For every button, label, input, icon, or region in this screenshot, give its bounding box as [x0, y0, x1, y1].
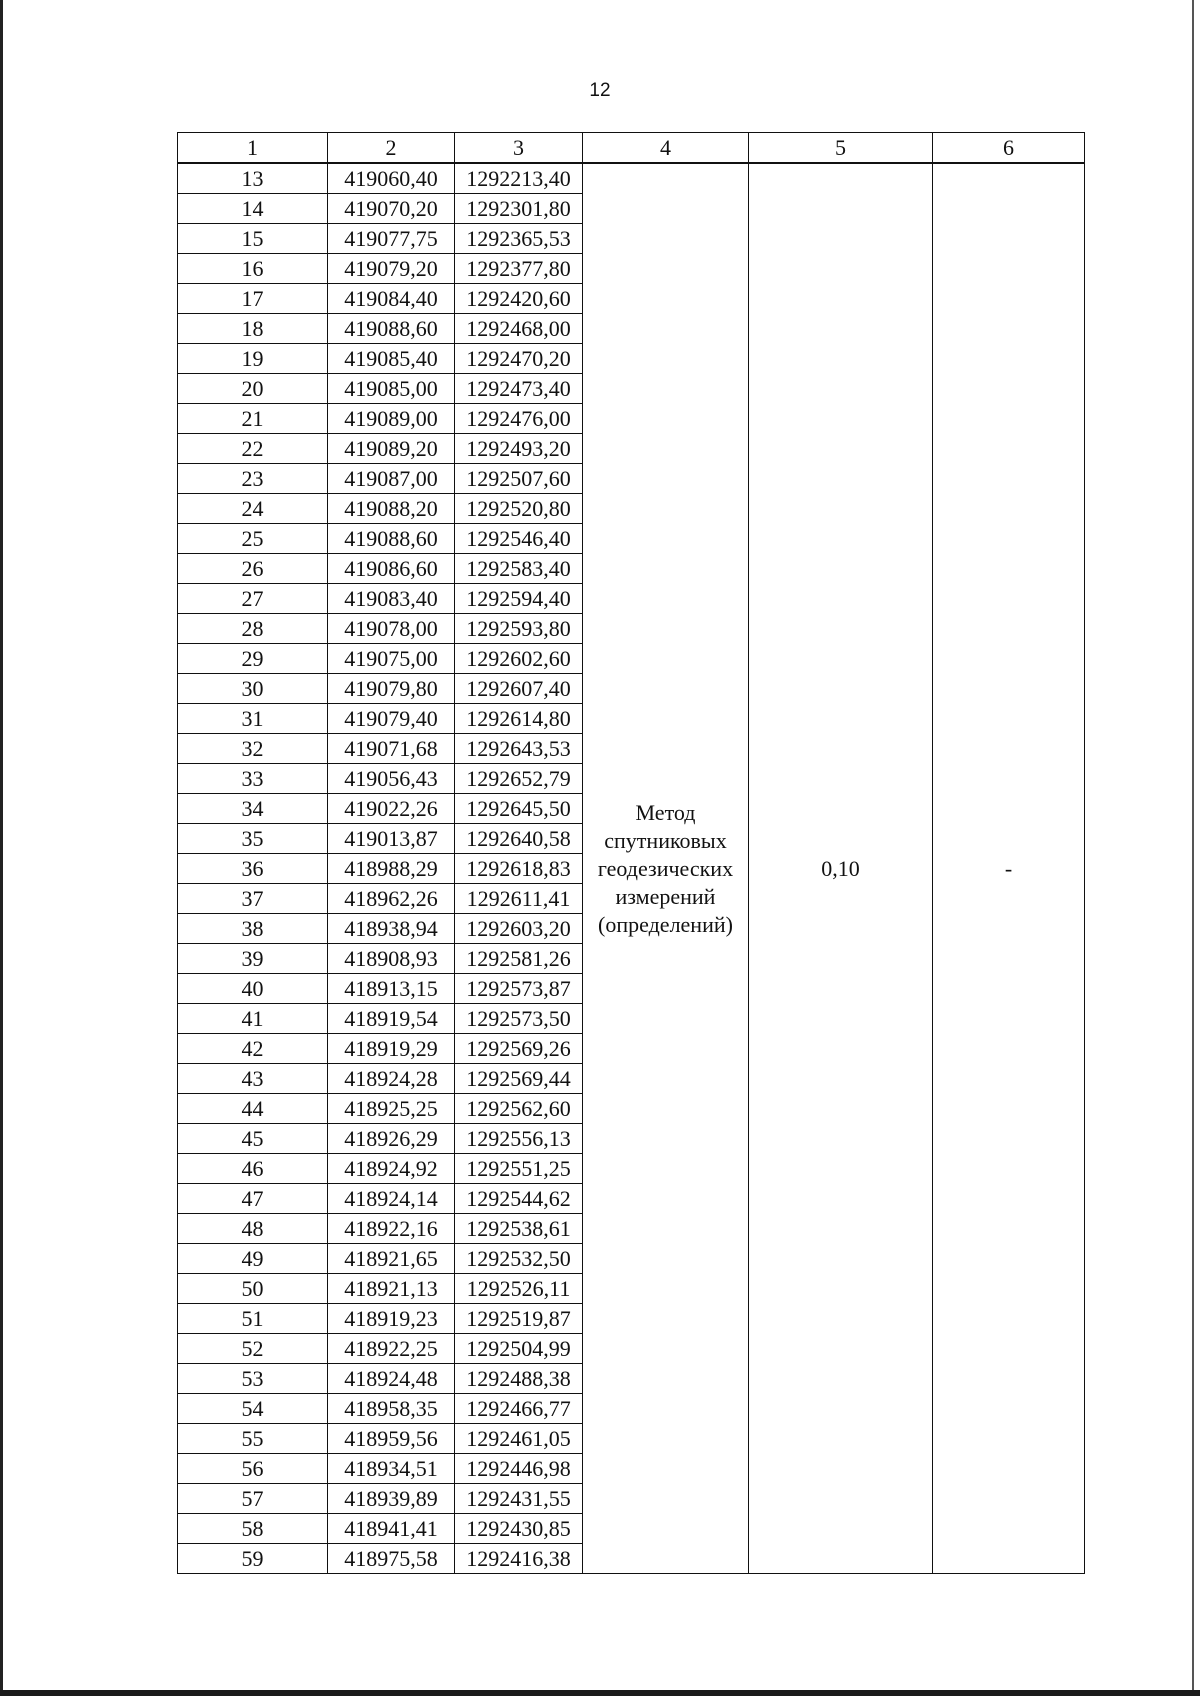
y-coordinate-cell: 1292640,58	[455, 824, 583, 854]
x-coordinate-cell: 418924,28	[328, 1064, 455, 1094]
y-coordinate-cell: 1292645,50	[455, 794, 583, 824]
page-number: 12	[589, 80, 611, 101]
x-coordinate-cell: 418988,29	[328, 854, 455, 884]
x-coordinate-cell: 419083,40	[328, 584, 455, 614]
point-number-cell: 51	[178, 1304, 328, 1334]
x-coordinate-cell: 418919,54	[328, 1004, 455, 1034]
x-coordinate-cell: 419079,40	[328, 704, 455, 734]
point-number-cell: 16	[178, 254, 328, 284]
x-coordinate-cell: 418908,93	[328, 944, 455, 974]
x-coordinate-cell: 418926,29	[328, 1124, 455, 1154]
point-number-cell: 58	[178, 1514, 328, 1544]
x-coordinate-cell: 418925,25	[328, 1094, 455, 1124]
scan-edge-bottom	[0, 1690, 1200, 1696]
x-coordinate-cell: 418959,56	[328, 1424, 455, 1454]
y-coordinate-cell: 1292476,00	[455, 404, 583, 434]
accuracy-cell: 0,10	[749, 163, 933, 1574]
y-coordinate-cell: 1292301,80	[455, 194, 583, 224]
y-coordinate-cell: 1292544,62	[455, 1184, 583, 1214]
y-coordinate-cell: 1292602,60	[455, 644, 583, 674]
x-coordinate-cell: 419070,20	[328, 194, 455, 224]
y-coordinate-cell: 1292581,26	[455, 944, 583, 974]
method-text-line: измерений	[615, 883, 716, 909]
y-coordinate-cell: 1292618,83	[455, 854, 583, 884]
y-coordinate-cell: 1292569,26	[455, 1034, 583, 1064]
method-text-line: (определений)	[598, 911, 733, 937]
point-number-cell: 22	[178, 434, 328, 464]
y-coordinate-cell: 1292461,05	[455, 1424, 583, 1454]
x-coordinate-cell: 418921,65	[328, 1244, 455, 1274]
point-number-cell: 59	[178, 1544, 328, 1574]
x-coordinate-cell: 419085,40	[328, 344, 455, 374]
y-coordinate-cell: 1292532,50	[455, 1244, 583, 1274]
y-coordinate-cell: 1292643,53	[455, 734, 583, 764]
y-coordinate-cell: 1292365,53	[455, 224, 583, 254]
point-number-cell: 44	[178, 1094, 328, 1124]
point-number-cell: 34	[178, 794, 328, 824]
x-coordinate-cell: 419077,75	[328, 224, 455, 254]
point-number-cell: 30	[178, 674, 328, 704]
x-coordinate-cell: 418913,15	[328, 974, 455, 1004]
point-number-cell: 19	[178, 344, 328, 374]
y-coordinate-cell: 1292504,99	[455, 1334, 583, 1364]
x-coordinate-cell: 418962,26	[328, 884, 455, 914]
point-number-cell: 45	[178, 1124, 328, 1154]
header-col-4: 4	[583, 133, 749, 164]
point-number-cell: 47	[178, 1184, 328, 1214]
point-number-cell: 13	[178, 163, 328, 194]
x-coordinate-cell: 419078,00	[328, 614, 455, 644]
header-row	[178, 133, 1085, 164]
point-number-cell: 15	[178, 224, 328, 254]
x-coordinate-cell: 419071,68	[328, 734, 455, 764]
y-coordinate-cell: 1292377,80	[455, 254, 583, 284]
y-coordinate-cell: 1292546,40	[455, 524, 583, 554]
x-coordinate-cell: 418924,92	[328, 1154, 455, 1184]
point-number-cell: 57	[178, 1484, 328, 1514]
y-coordinate-cell: 1292430,85	[455, 1514, 583, 1544]
y-coordinate-cell: 1292446,98	[455, 1454, 583, 1484]
y-coordinate-cell: 1292562,60	[455, 1094, 583, 1124]
y-coordinate-cell: 1292519,87	[455, 1304, 583, 1334]
x-coordinate-cell: 419013,87	[328, 824, 455, 854]
x-coordinate-cell: 418958,35	[328, 1394, 455, 1424]
point-number-cell: 25	[178, 524, 328, 554]
x-coordinate-cell: 418939,89	[328, 1484, 455, 1514]
point-number-cell: 32	[178, 734, 328, 764]
x-coordinate-cell: 419060,40	[328, 163, 455, 194]
x-coordinate-cell: 418922,16	[328, 1214, 455, 1244]
x-coordinate-cell: 419079,80	[328, 674, 455, 704]
x-coordinate-cell: 419079,20	[328, 254, 455, 284]
point-number-cell: 54	[178, 1394, 328, 1424]
point-number-cell: 50	[178, 1274, 328, 1304]
y-coordinate-cell: 1292507,60	[455, 464, 583, 494]
x-coordinate-cell: 419086,60	[328, 554, 455, 584]
y-coordinate-cell: 1292473,40	[455, 374, 583, 404]
method-text-line: Метод	[635, 799, 696, 825]
point-number-cell: 29	[178, 644, 328, 674]
x-coordinate-cell: 419089,20	[328, 434, 455, 464]
point-number-cell: 46	[178, 1154, 328, 1184]
x-coordinate-cell: 418921,13	[328, 1274, 455, 1304]
y-coordinate-cell: 1292556,13	[455, 1124, 583, 1154]
y-coordinate-cell: 1292520,80	[455, 494, 583, 524]
point-number-cell: 33	[178, 764, 328, 794]
point-number-cell: 48	[178, 1214, 328, 1244]
y-coordinate-cell: 1292551,25	[455, 1154, 583, 1184]
header-col-6: 6	[933, 133, 1085, 164]
table-body	[178, 163, 1085, 1574]
y-coordinate-cell: 1292488,38	[455, 1364, 583, 1394]
y-coordinate-cell: 1292611,41	[455, 884, 583, 914]
y-coordinate-cell: 1292607,40	[455, 674, 583, 704]
y-coordinate-cell: 1292573,50	[455, 1004, 583, 1034]
y-coordinate-cell: 1292583,40	[455, 554, 583, 584]
point-number-cell: 20	[178, 374, 328, 404]
point-number-cell: 31	[178, 704, 328, 734]
y-coordinate-cell: 1292573,87	[455, 974, 583, 1004]
point-number-cell: 53	[178, 1364, 328, 1394]
point-number-cell: 39	[178, 944, 328, 974]
point-number-cell: 26	[178, 554, 328, 584]
point-number-cell: 35	[178, 824, 328, 854]
point-number-cell: 23	[178, 464, 328, 494]
x-coordinate-cell: 419084,40	[328, 284, 455, 314]
x-coordinate-cell: 418975,58	[328, 1544, 455, 1574]
point-number-cell: 55	[178, 1424, 328, 1454]
x-coordinate-cell: 419088,60	[328, 314, 455, 344]
point-number-cell: 27	[178, 584, 328, 614]
column6-cell: -	[933, 163, 1085, 1574]
y-coordinate-cell: 1292431,55	[455, 1484, 583, 1514]
x-coordinate-cell: 418924,14	[328, 1184, 455, 1214]
y-coordinate-cell: 1292594,40	[455, 584, 583, 614]
point-number-cell: 36	[178, 854, 328, 884]
point-number-cell: 38	[178, 914, 328, 944]
point-number-cell: 18	[178, 314, 328, 344]
point-number-cell: 21	[178, 404, 328, 434]
y-coordinate-cell: 1292614,80	[455, 704, 583, 734]
point-number-cell: 42	[178, 1034, 328, 1064]
point-number-cell: 28	[178, 614, 328, 644]
y-coordinate-cell: 1292569,44	[455, 1064, 583, 1094]
y-coordinate-cell: 1292652,79	[455, 764, 583, 794]
table-row	[178, 163, 1085, 194]
header-col-3: 3	[455, 133, 583, 164]
header-col-1: 1	[178, 133, 328, 164]
y-coordinate-cell: 1292493,20	[455, 434, 583, 464]
y-coordinate-cell: 1292416,38	[455, 1544, 583, 1574]
x-coordinate-cell: 418922,25	[328, 1334, 455, 1364]
x-coordinate-cell: 418924,48	[328, 1364, 455, 1394]
y-coordinate-cell: 1292603,20	[455, 914, 583, 944]
header-col-5: 5	[749, 133, 933, 164]
x-coordinate-cell: 418919,23	[328, 1304, 455, 1334]
method-text-line: геодезических	[597, 855, 734, 881]
y-coordinate-cell: 1292538,61	[455, 1214, 583, 1244]
x-coordinate-cell: 418938,94	[328, 914, 455, 944]
x-coordinate-cell: 419022,26	[328, 794, 455, 824]
x-coordinate-cell: 419087,00	[328, 464, 455, 494]
point-number-cell: 43	[178, 1064, 328, 1094]
x-coordinate-cell: 418934,51	[328, 1454, 455, 1484]
x-coordinate-cell: 418919,29	[328, 1034, 455, 1064]
scan-edge-left	[0, 0, 3, 1696]
y-coordinate-cell: 1292593,80	[455, 614, 583, 644]
point-number-cell: 37	[178, 884, 328, 914]
table-header	[178, 133, 1085, 164]
y-coordinate-cell: 1292420,60	[455, 284, 583, 314]
x-coordinate-cell: 419088,60	[328, 524, 455, 554]
method-cell	[583, 163, 749, 1574]
x-coordinate-cell: 419056,43	[328, 764, 455, 794]
point-number-cell: 56	[178, 1454, 328, 1484]
header-col-2: 2	[328, 133, 455, 164]
point-number-cell: 14	[178, 194, 328, 224]
coordinates-table	[177, 132, 1085, 1574]
point-number-cell: 40	[178, 974, 328, 1004]
x-coordinate-cell: 419075,00	[328, 644, 455, 674]
method-text-line: спутниковых	[604, 827, 727, 853]
y-coordinate-cell: 1292213,40	[455, 163, 583, 194]
scan-edge-right	[1192, 0, 1194, 1696]
point-number-cell: 24	[178, 494, 328, 524]
y-coordinate-cell: 1292526,11	[455, 1274, 583, 1304]
x-coordinate-cell: 419089,00	[328, 404, 455, 434]
y-coordinate-cell: 1292470,20	[455, 344, 583, 374]
y-coordinate-cell: 1292468,00	[455, 314, 583, 344]
point-number-cell: 52	[178, 1334, 328, 1364]
point-number-cell: 17	[178, 284, 328, 314]
x-coordinate-cell: 419085,00	[328, 374, 455, 404]
point-number-cell: 41	[178, 1004, 328, 1034]
x-coordinate-cell: 418941,41	[328, 1514, 455, 1544]
x-coordinate-cell: 419088,20	[328, 494, 455, 524]
point-number-cell: 49	[178, 1244, 328, 1274]
y-coordinate-cell: 1292466,77	[455, 1394, 583, 1424]
